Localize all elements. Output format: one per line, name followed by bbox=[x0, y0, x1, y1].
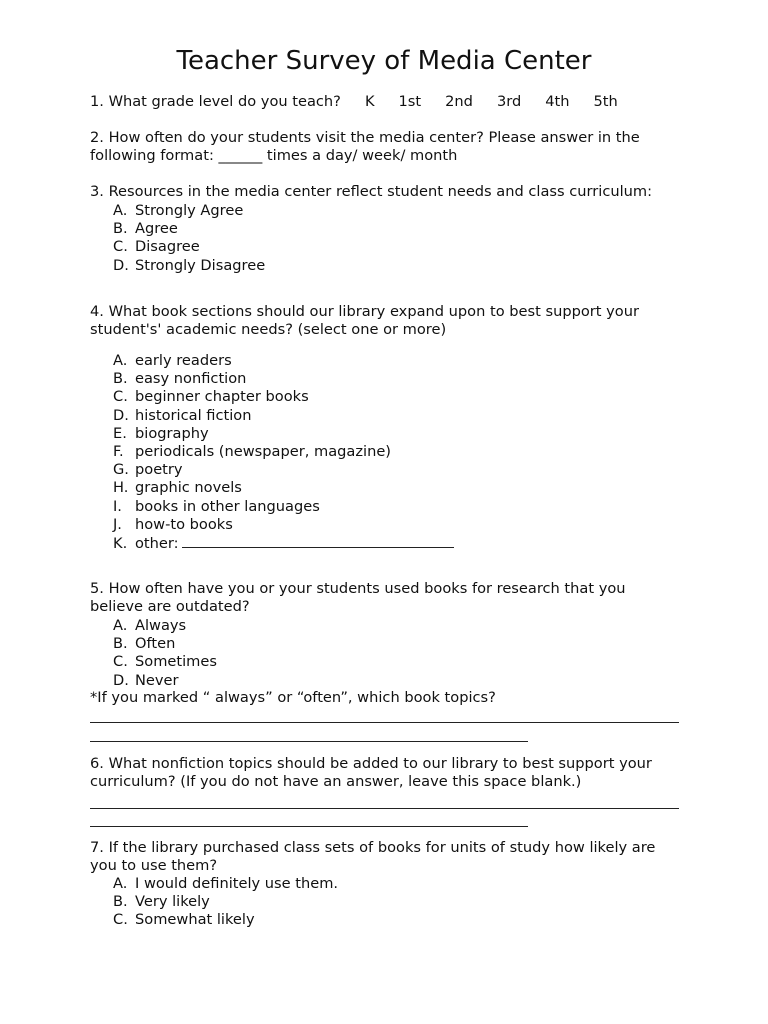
question-7-line-2: you to use them? bbox=[90, 857, 218, 875]
question-6-line-2: curriculum? (If you do not have an answer, leave this space blank.) bbox=[90, 773, 582, 791]
q6-answer-line-2[interactable] bbox=[90, 826, 528, 827]
question-5 bbox=[90, 580, 690, 616]
q4-option-g[interactable]: G. poetry bbox=[113, 461, 183, 479]
q7-option-b[interactable]: B. Very likely bbox=[113, 893, 210, 911]
q5-option-b[interactable]: B. Often bbox=[113, 635, 176, 653]
question-5-options bbox=[113, 617, 217, 690]
question-5-line-1: 5. How often have you or your students used books for research that you bbox=[90, 580, 626, 597]
q5-option-a[interactable]: A. Always bbox=[113, 617, 187, 634]
question-7 bbox=[90, 839, 690, 875]
grade-option-2nd[interactable]: 2nd bbox=[445, 93, 473, 110]
grade-option-1st[interactable]: 1st bbox=[398, 93, 422, 110]
q4-option-c[interactable]: C. beginner chapter books bbox=[113, 388, 309, 406]
page-title: Teacher Survey of Media Center bbox=[176, 46, 592, 76]
question-5-line-2: believe are outdated? bbox=[90, 598, 250, 616]
question-4-line-1: 4. What book sections should our library expand upon to best support your bbox=[90, 303, 639, 320]
question-6-line-1: 6. What nonfiction topics should be added to our library to best support your bbox=[90, 755, 652, 772]
grade-option-3rd[interactable]: 3rd bbox=[496, 93, 522, 110]
grade-option-4th[interactable]: 4th bbox=[545, 93, 570, 110]
other-answer-line[interactable] bbox=[182, 534, 454, 548]
q4-option-a[interactable]: A. early readers bbox=[113, 352, 232, 369]
question-4 bbox=[90, 303, 690, 339]
q3-option-d[interactable]: D. Strongly Disagree bbox=[113, 256, 266, 274]
q3-option-c[interactable]: C. Disagree bbox=[113, 238, 200, 256]
q6-answer-line-1[interactable] bbox=[90, 808, 679, 809]
q4-option-i[interactable]: I. books in other languages bbox=[113, 497, 320, 515]
question-5-followup: *If you marked “ always” or “often”, which book topics? bbox=[90, 689, 496, 706]
q5-answer-line-2[interactable] bbox=[90, 741, 528, 742]
question-7-line-1: 7. If the library purchased class sets of books for units of study how likely are bbox=[90, 839, 656, 856]
q5-answer-line-1[interactable] bbox=[90, 722, 679, 723]
q3-option-a[interactable]: A. Strongly Agree bbox=[113, 202, 244, 219]
question-3-options bbox=[113, 202, 265, 275]
question-6 bbox=[90, 755, 690, 791]
question-2-line-1: 2. How often do your students visit the media center? Please answer in the bbox=[90, 129, 640, 146]
q4-option-j[interactable]: J. how-to books bbox=[113, 515, 233, 533]
question-1 bbox=[90, 93, 690, 111]
q7-option-a[interactable]: A. I would definitely use them. bbox=[113, 875, 339, 892]
question-2 bbox=[90, 129, 690, 165]
q4-option-f[interactable]: F. periodicals (newspaper, magazine) bbox=[113, 442, 391, 460]
grade-option-k[interactable]: K bbox=[364, 93, 375, 110]
question-2-line-2: following format: ______ times a day/ week/ month bbox=[90, 147, 458, 165]
q4-option-k[interactable]: K. other: bbox=[113, 534, 454, 552]
grade-option-5th[interactable]: 5th bbox=[593, 93, 618, 110]
q4-option-h[interactable]: H. graphic novels bbox=[113, 479, 242, 497]
q4-option-d[interactable]: D. historical fiction bbox=[113, 406, 252, 424]
question-4-line-2: student's' academic needs? (select one or more) bbox=[90, 321, 447, 339]
q4-option-b[interactable]: B. easy nonfiction bbox=[113, 370, 247, 388]
q3-option-b[interactable]: B. Agree bbox=[113, 220, 178, 238]
q5-option-d[interactable]: D. Never bbox=[113, 671, 179, 689]
q4-option-e[interactable]: E. biography bbox=[113, 424, 209, 442]
question-7-options bbox=[113, 875, 338, 930]
question-1-text: 1. What grade level do you teach? bbox=[90, 93, 341, 110]
question-3-text: 3. Resources in the media center reflect student needs and class curriculum: bbox=[90, 183, 653, 200]
question-4-options bbox=[113, 352, 454, 552]
q7-option-c[interactable]: C. Somewhat likely bbox=[113, 911, 255, 929]
q5-option-c[interactable]: C. Sometimes bbox=[113, 653, 217, 671]
